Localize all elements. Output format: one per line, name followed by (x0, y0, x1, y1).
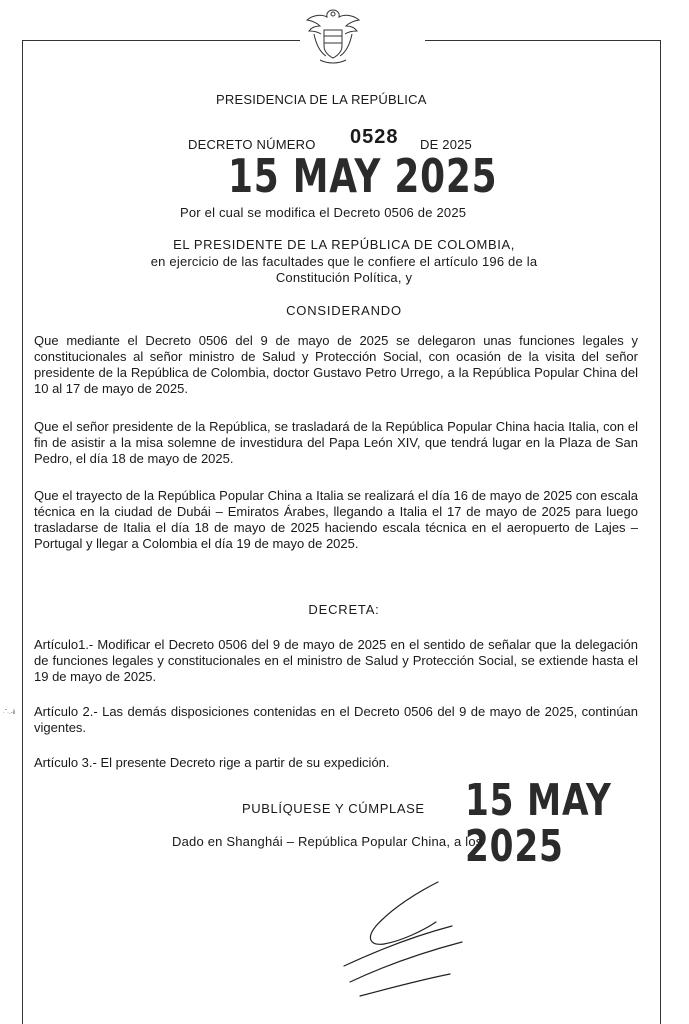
coat-of-arms-icon (300, 6, 366, 68)
decree-subtitle: Por el cual se modifica el Decreto 0506 de 2025 (180, 205, 467, 220)
margin-mark: ·ˇ·.-ii (3, 710, 16, 716)
issuer-heading: PRESIDENCIA DE LA REPÚBLICA (216, 92, 427, 107)
considerando-paragraph: Que el trayecto de la República Popular China a Italia se realizará el día 16 de mayo de 2025 con escala técnica en la ciudad de Dubái – Emiratos Árabes, llegando a Italia el 17 de mayo de 2025 para luego trasladarse de Italia el día 18 de mayo de 2025 haciendo escala técnica en el aeropuerto de Lajes – Portugal y llegar a Colombia el día 19 de mayo de 2025. (34, 488, 638, 551)
frame-left-line (22, 40, 23, 1024)
issued-in-line: Dado en Shanghái – República Popular China, a los (172, 834, 483, 849)
publiquese-label: PUBLÍQUESE Y CÚMPLASE (242, 801, 425, 816)
president-heading: EL PRESIDENTE DE LA REPÚBLICA DE COLOMBIA, (173, 237, 515, 252)
considerando-heading: CONSIDERANDO (286, 303, 402, 318)
decreta-heading: DECRETA: (308, 602, 380, 617)
decree-number-label: DECRETO NÚMERO (188, 137, 316, 152)
authority-line-1: en ejercicio de las facultades que le confiere el artículo 196 de la (150, 254, 538, 269)
frame-right-line (660, 40, 661, 1024)
date-stamp-bottom: 15 MAY 2025 (465, 775, 612, 872)
frame-top-line-right (425, 40, 661, 41)
article-label: Artículo1.- (34, 637, 94, 652)
article-label: Artículo 3.- (34, 755, 97, 770)
article-text: Modificar el Decreto 0506 del 9 de mayo de 2025 en el sentido de señalar que la delegación de funciones legales y constitucionales en el ministro de Salud y Protección Social, se extiende hasta el 19 de mayo de 2025. (34, 637, 638, 684)
article-2 (34, 704, 638, 736)
signature-icon (320, 872, 490, 1012)
article-1 (34, 637, 638, 685)
date-stamp-top: 15 MAY 2025 (228, 149, 498, 203)
frame-top-line-left (22, 40, 300, 41)
authority-line-2: Constitución Política, y (275, 270, 413, 285)
article-label: Artículo 2.- (34, 704, 98, 719)
article-text: Las demás disposiciones contenidas en el Decreto 0506 del 9 de mayo de 2025, continúan vigentes. (34, 704, 639, 735)
article-text: El presente Decreto rige a partir de su expedición. (96, 755, 390, 770)
considerando-paragraph: Que mediante el Decreto 0506 del 9 de mayo de 2025 se delegaron unas funciones legales y constitucionales al señor ministro de Salud y Protección Social, con ocasión de la visita del señor presidente de la República de Colombia, doctor Gustavo Petro Urrego, a la República Popular China del 10 al 17 de mayo de 2025. (34, 333, 638, 396)
considerando-paragraph: Que el señor presidente de la República, se trasladará de la República Popular China hacia Italia, con el fin de asistir a la misa solemne de investidura del Papa León XIV, que tendrá lugar en la Plaza de San Pedro, el día 18 de mayo de 2025. (34, 419, 638, 466)
decree-year-label: DE 2025 (420, 137, 472, 152)
decree-number: 0528 (350, 126, 399, 148)
article-3 (34, 755, 638, 771)
